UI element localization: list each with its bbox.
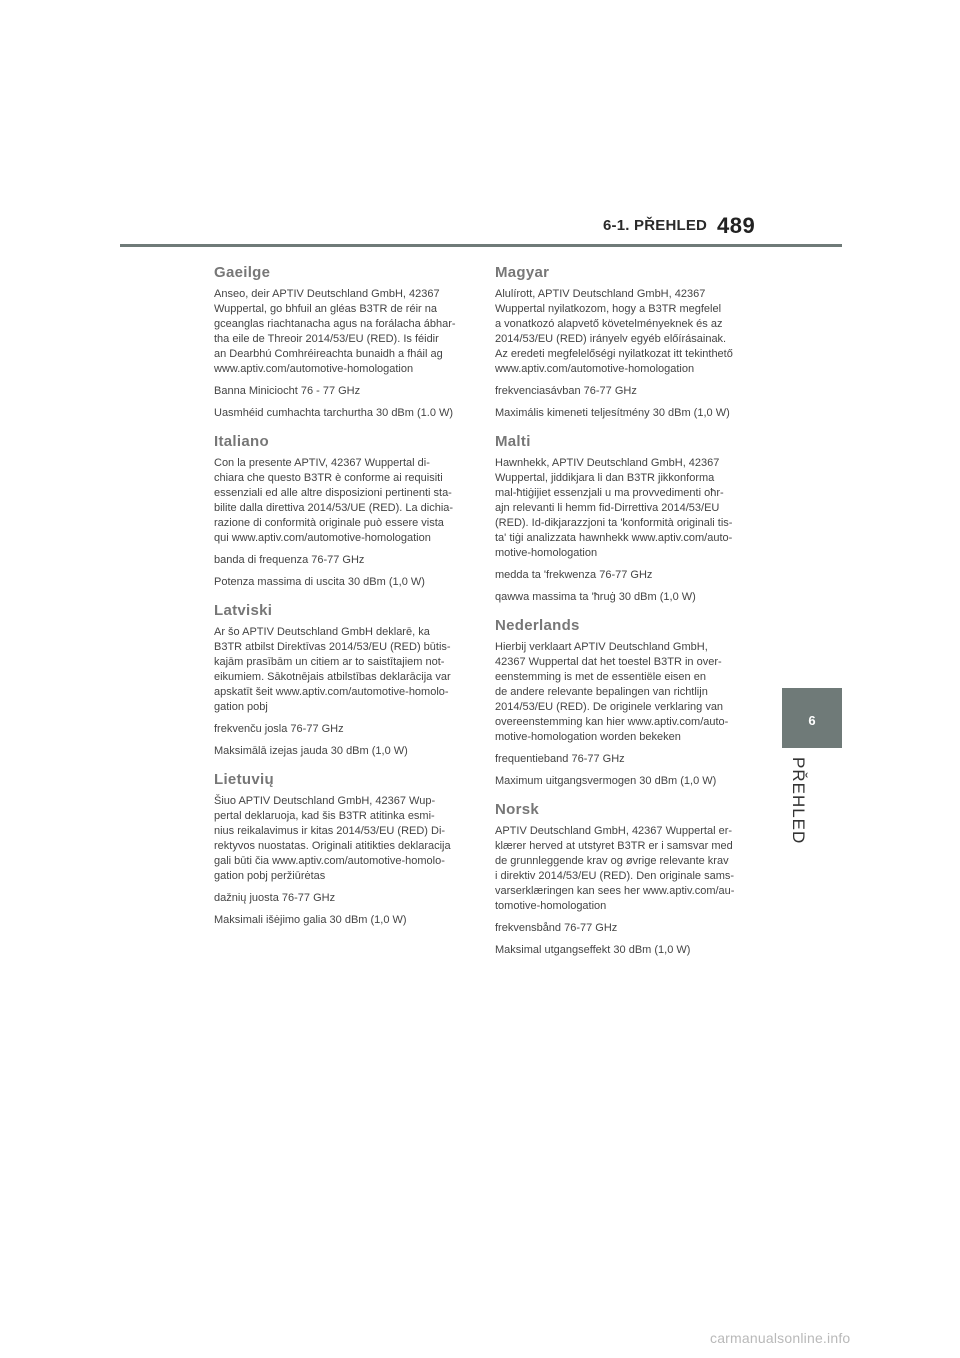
chapter-side-label: PŘEHLED xyxy=(789,757,808,845)
section-heading: Latviski xyxy=(214,602,273,619)
running-header-title: 6-1. PŘEHLED xyxy=(603,217,708,234)
section-heading: Magyar xyxy=(495,264,550,281)
max-power-text: Maksimali išėjimo galia 30 dBm (1,0 W) xyxy=(214,914,407,926)
declaration-text: Anseo, deir APTIV Deutschland GmbH, 42367 Wuppertal, go bhfuil an gléas B3TR de réir na gceanglas riachtanacha agus na forálacha ábhar- tha eile de Threoir 2014/53/EU (RED). Is féidir an Dearbhú Comhréireachta bunaidh a fháil ag www.aptiv.com/automotive-homologation xyxy=(214,288,456,375)
language-section-gaeilge xyxy=(214,264,469,421)
frequency-band-text: frequentieband 76-77 GHz xyxy=(495,753,625,765)
frequency-band-text: medda ta 'frekwenza 76-77 GHz xyxy=(495,569,653,581)
declaration-text: Hawnhekk, APTIV Deutschland GmbH, 42367 Wuppertal, jiddikjara li dan B3TR jikkonforma mal-ħtiġijiet essenzjali u ma provvedimenti oħr- ajn relevanti li hemm fid-Dirrettiva 2014/53/EU (RED). Id-dikjarazzjoni ta 'konformità originali tis- ta' tiġi analizzata hawnhekk www.aptiv.com/auto- motive-homologation xyxy=(495,457,733,559)
frequency-band-text: banda di frequenza 76-77 GHz xyxy=(214,554,365,566)
language-section-norsk xyxy=(495,801,750,958)
max-power-text: Maximális kimeneti teljesítmény 30 dBm (1,0 W) xyxy=(495,407,730,419)
frequency-band-text: frekvenču josla 76-77 GHz xyxy=(214,723,344,735)
section-heading: Lietuvių xyxy=(214,771,274,788)
page-number: 489 xyxy=(717,213,756,238)
declaration-text: APTIV Deutschland GmbH, 42367 Wuppertal er- klærer herved at utstyret B3TR er i samsvar med de grunnleggende krav og øvrige relevante krav i direktiv 2014/53/EU (RED). Den originale sams- varserklæringen kan sees her www.aptiv.com/au- tomotive-homologation xyxy=(495,825,735,912)
declaration-text: Con la presente APTIV, 42367 Wuppertal di- chiara che questo B3TR è conforme ai requisiti essenziali ed alle altre disposizioni pertinenti sta- bilite dalla direttiva 2014/53/UE (RED). La dichia- razione di conformità originale può essere vista qui www.aptiv.com/automotive-homologation xyxy=(214,457,454,544)
site-watermark: carmanualsonline.info xyxy=(710,1330,851,1346)
language-section-nederlands xyxy=(495,617,750,789)
declaration-text: Hierbij verklaart APTIV Deutschland GmbH, 42367 Wuppertal dat het toestel B3TR in over- eenstemming is met de essentiële eisen en de andere relevante bepalingen van richtlijn 2014/53/EU (RED). De originele verklaring van overeenstemming kan hier www.aptiv.com/auto- motive-homologation worden bekeken xyxy=(495,641,729,743)
language-section-magyar xyxy=(495,264,750,421)
left-column xyxy=(214,264,469,940)
section-heading: Malti xyxy=(495,433,531,450)
max-power-text: qawwa massima ta 'ħruġ 30 dBm (1,0 W) xyxy=(495,591,696,603)
section-heading: Nederlands xyxy=(495,617,580,634)
max-power-text: Maksimālā izejas jauda 30 dBm (1,0 W) xyxy=(214,745,408,757)
frequency-band-text: frekvensbånd 76-77 GHz xyxy=(495,922,618,934)
declaration-text: Alulírott, APTIV Deutschland GmbH, 42367 Wuppertal nyilatkozom, hogy a B3TR megfelel a vonatkozó alapvető követelményeknek és az 2014/53/EU (RED) irányelv egyéb előírásainak. Az eredeti megfelelőségi nyilatkozat itt tekinthető www.aptiv.com/automotive-homologation xyxy=(495,288,733,375)
declaration-text: Ar šo APTIV Deutschland GmbH deklarē, ka B3TR atbilst Direktīvas 2014/53/EU (RED) būtis- kajām prasībām un citiem ar to saistītajiem not- eikumiem. Sākotnējais atbilstības deklarācija var apskatīt šeit www.aptiv.com/automotive-homolo- gation pobj xyxy=(214,626,451,713)
frequency-band-text: frekvenciasávban 76-77 GHz xyxy=(495,385,637,397)
language-section-malti xyxy=(495,433,750,605)
chapter-tab-number: 6 xyxy=(808,713,816,728)
frequency-band-text: dažnių juosta 76-77 GHz xyxy=(214,892,336,904)
right-column xyxy=(495,264,750,970)
section-heading: Norsk xyxy=(495,801,540,818)
section-heading: Gaeilge xyxy=(214,264,271,281)
language-section-italiano xyxy=(214,433,469,590)
header-rule xyxy=(120,244,842,247)
section-heading: Italiano xyxy=(214,433,269,450)
max-power-text: Maximum uitgangsvermogen 30 dBm (1,0 W) xyxy=(495,775,717,787)
max-power-text: Potenza massima di uscita 30 dBm (1,0 W) xyxy=(214,576,425,588)
language-section-lietuviu xyxy=(214,771,469,928)
max-power-text: Uasmhéid cumhachta tarchurtha 30 dBm (1.0 W) xyxy=(214,407,454,419)
language-section-latviski xyxy=(214,602,469,759)
frequency-band-text: Banna Miniciocht 76 - 77 GHz xyxy=(214,385,361,397)
declaration-text: Šiuo APTIV Deutschland GmbH, 42367 Wup- pertal deklaruoja, kad šis B3TR atitinka esmi- nius reikalavimus ir kitas 2014/53/EU (RED) Di- rektyvos nuostatas. Originali atitikties deklaracija gali būti čia www.aptiv.com/automotive-homolo- gation pobj peržiūrėtas xyxy=(214,795,451,882)
max-power-text: Maksimal utgangseffekt 30 dBm (1,0 W) xyxy=(495,944,691,956)
